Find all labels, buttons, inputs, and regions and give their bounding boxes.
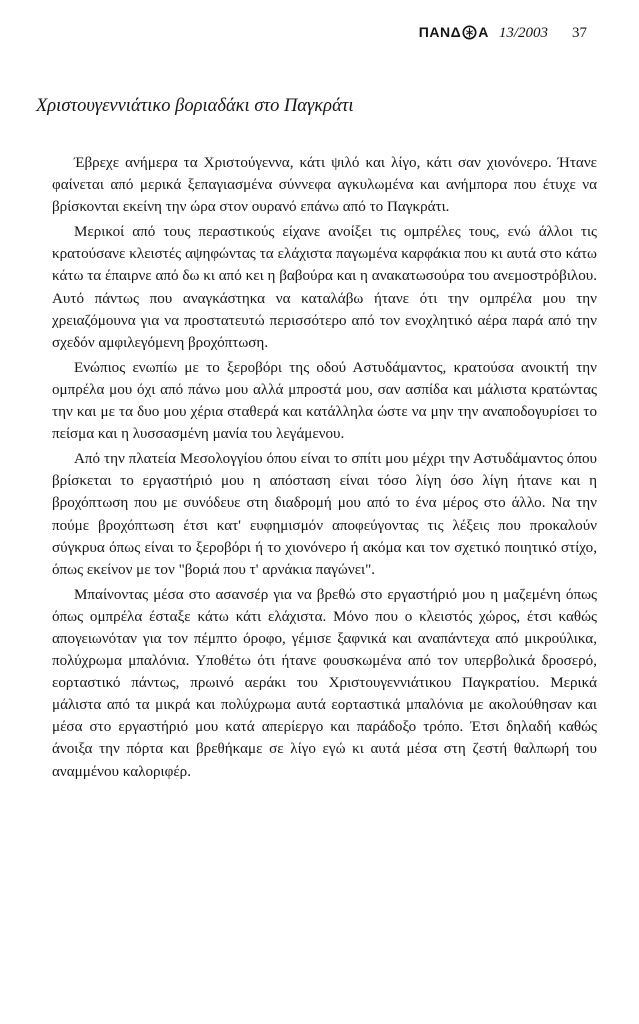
page-number: 37	[572, 25, 587, 41]
brand-text-start: ΠΑΝΔ	[418, 24, 462, 40]
paragraph: Έβρεχε ανήμερα τα Χριστούγεννα, κάτι ψιλό και λίγο, κάτι σαν χιονόνερο. Ήτανε φαίνεται από μερικά ξεπαγιασμένα σύννεφα αγκυλωμένα και ανήμπορα που έτυχε να βρίσκονται εκείνη την ώρα στον ουρανό επάνω από το Παγκράτι.	[52, 155, 597, 216]
paragraph: Από την πλατεία Μεσολογγίου όπου είναι το σπίτι μου μέχρι την Αστυδάμαντος όπου βρίσκεται το εργαστήριό μου η απόσταση είναι τόσο λίγη όσο λίγη ήτανε και η βροχόπτωση που με συνόδευε στη διαδρομή μου από το ένα μέρος στο άλλο. Να την πούμε βροχόπτωση έτσι κατ' ευφημισμόν αποφεύγοντας τις λέξεις που προκαλούν σύγκρυα όπως είναι το ξεροβόρι ή το χιονόνερο ή ακόμα και τον σχετικό ποιητικό στίχο, όπως εκείνον με τον "βοριά που τ' αρνάκια παγώνει".	[52, 451, 597, 578]
paragraph: Μερικοί από τους περαστικούς είχανε ανοίξει τις ομπρέλες τους, ενώ άλλοι τις κρατούσανε κλειστές αψηφώντας τα ελάχιστα παγωμένα καρφάκια που κι αυτά στο κάτω κάτω τα έπαιρνε από δω κι από κει η βαβούρα και η ανακατωσούρα του ανεμοστρόβιλου. Αυτό πάντως που αναγκάστηκα να καταλάβω ήτανε ότι την ομπρέλα μου την χρειαζόμουνα για να προστατευτώ περισσότερο από τον ενοχλητικό αέρα παρά από την σχεδόν αμφιλεγόμενη βροχόπτωση.	[52, 224, 597, 351]
article-title: Χριστουγεννιάτικο βοριαδάκι στο Παγκράτι	[36, 96, 354, 116]
running-header	[419, 24, 587, 42]
brand-text-end: Α	[478, 24, 489, 40]
issue-number: 13/2003	[498, 25, 548, 41]
paragraph: Μπαίνοντας μέσα στο ασανσέρ για να βρεθώ στο εργαστήριό μου η μαζεμένη όπως όπως ομπρέλα έσταξε κάτω κάτι ελάχιστα. Μόνο που ο κλειστός χώρος, έτσι καθώς απογειωνόταν για τον πέμπτο όροφο, γέμισε ξαφνικά και αναπάντεχα από μικρούλικα, πολύχρωμα μπαλόνια. Υποθέτω ότι ήτανε φουσκωμένα από τον υπερβολικά δροσερό, εορταστικό πάντως, πρωινό αεράκι του Χριστουγεννιάτικου Παγκρατίου. Μερικά μάλιστα από τα μικρά και πολύχρωμα αυτά εορταστικά μπαλόνια με ακολούθησαν και μέσα στο εργαστήριό μου κατά απερίεργο και παράδοξο τρόπο. Έτσι δηλαδή καθώς άνοιξα την πόρτα και βρεθήκαμε σε λίγο εγώ κι αυτά μέσα στη ζεστή θαλπωρή του αναμμένου καλοριφέρ.	[52, 586, 597, 780]
paragraph: Ενώπιος ενωπίω με το ξεροβόρι της οδού Αστυδάμαντος, κρατούσα ανοικτή την ομπρέλα μου όχι από πάνω μου αλλά μπροστά μου, σαν ασπίδα και μάλιστα κρατώντας την και με τα δυο μου χέρια σταθερά και κατάλληλα ώστε να μην την αναποδογυρίσει το πείσμα και η λυσσασμένη μανία του λεγάμενου.	[52, 359, 597, 443]
article-body	[52, 152, 597, 786]
pandora-logo-icon	[462, 25, 477, 40]
journal-brand	[419, 24, 489, 40]
